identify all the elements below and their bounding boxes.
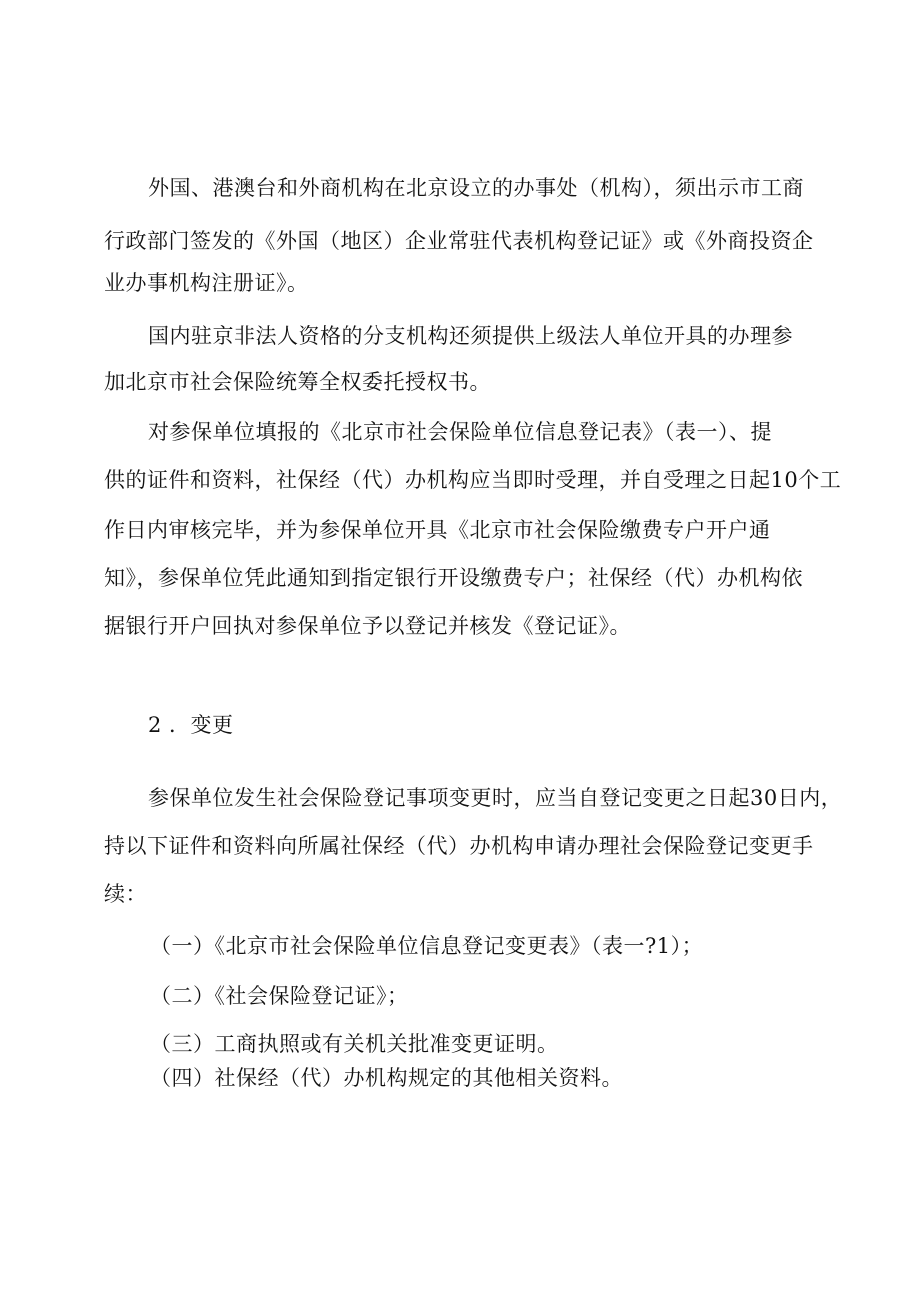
- para1-line1: 外国、港澳台和外商机构在北京设立的办事处（机构），须出示市工商: [148, 176, 804, 200]
- para1-line2: 行政部门签发的《外国（地区）企业常驻代表机构登记证》或《外商投资企: [104, 229, 814, 253]
- list-item-3: （三）工商执照或有关机关批准变更证明。: [150, 1032, 559, 1056]
- para2-line2: 加北京市社会保险统筹全权委托授权书。: [104, 370, 491, 394]
- para3-line2: 供的证件和资料，社保经（代）办机构应当即时受理，并自受理之日起10个工: [104, 468, 842, 492]
- para3-line1: 对参保单位填报的《北京市社会保险单位信息登记表》（表一）、提: [148, 420, 772, 444]
- para4-line1: 参保单位发生社会保险登记事项变更时，应当自登记变更之日起30日内，: [148, 786, 843, 810]
- section-heading: 2 ．变更: [148, 713, 234, 737]
- para3-line5: 据银行开户回执对参保单位予以登记并核发《登记证》。: [104, 614, 631, 638]
- list-item-4: （四）社保经（代）办机构规定的其他相关资料。: [150, 1066, 623, 1090]
- para2-line1: 国内驻京非法人资格的分支机构还须提供上级法人单位开具的办理参: [148, 324, 793, 348]
- para4-line2: 持以下证件和资料向所属社保经（代）办机构申请办理社会保险登记变更手: [104, 834, 814, 858]
- para1-line3: 业办事机构注册证》。: [104, 271, 309, 295]
- para4-line3: 续：: [104, 882, 147, 906]
- list-item-1: （一）《北京市社会保险单位信息登记变更表》（表一?1）；: [150, 934, 704, 958]
- para3-line4: 知》，参保单位凭此通知到指定银行开设缴费专户；社保经（代）办机构依: [104, 566, 803, 590]
- para3-line3: 作日内审核完毕，并为参保单位开具《北京市社会保险缴费专户开户通: [104, 518, 771, 542]
- list-item-2: （二）《社会保险登记证》；: [150, 984, 409, 1008]
